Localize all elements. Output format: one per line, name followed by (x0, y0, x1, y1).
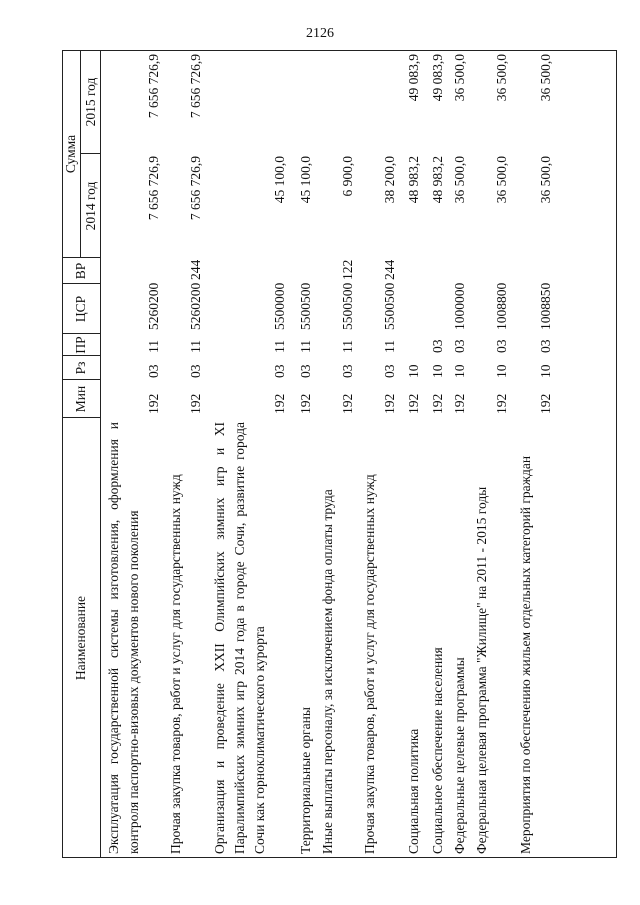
table-header (62, 50, 100, 858)
row-name: Социальная политика (406, 728, 421, 854)
row-name: Иные выплаты персоналу, за исключением фонда оплаты труда (320, 489, 335, 854)
row-2015: 49 083,9 (430, 54, 445, 102)
table-row (296, 50, 318, 858)
row-csr: 5500500 (298, 282, 313, 330)
row-csr: 1008850 (538, 282, 553, 330)
row-vr: 244 (382, 259, 397, 280)
row-name: Социальное обеспечение населения (430, 647, 445, 854)
row-rz: 03 (188, 364, 203, 378)
table-row (404, 50, 428, 858)
row-pr: 11 (272, 340, 287, 353)
row-csr: 5500500 (382, 282, 397, 330)
row-pr: 11 (188, 340, 203, 353)
header-2015: 2015 год (82, 77, 98, 127)
header-pr: ПР (62, 333, 100, 356)
row-2014: 6 900,0 (340, 156, 355, 197)
row-vr: 244 (188, 259, 203, 280)
row-rz: 03 (146, 364, 161, 378)
row-csr: 5260200 (146, 282, 161, 330)
table-row (318, 50, 360, 858)
row-pr: 03 (452, 339, 467, 353)
row-2015: 36 500,0 (538, 54, 553, 102)
row-min: 192 (538, 393, 553, 414)
row-name: Организация и проведение XXII Олимпийских зимних игр и XI Паралимпийских зимних игр 2014 года в городе Сочи, развитие города Сочи как горноклиматического курорта (212, 422, 267, 854)
row-2014: 7 656 726,9 (188, 156, 203, 221)
row-csr: 5500000 (272, 282, 287, 330)
row-2015: 36 500,0 (494, 54, 509, 102)
row-csr: 5260200 (188, 282, 203, 330)
row-min: 192 (382, 393, 397, 414)
row-2014: 36 500,0 (538, 156, 553, 204)
table-body (104, 50, 560, 858)
header-vr: ВР (62, 257, 100, 284)
row-vr: 122 (340, 259, 355, 280)
row-pr: 03 (494, 339, 509, 353)
row-2014: 36 500,0 (494, 156, 509, 204)
row-2014: 7 656 726,9 (146, 156, 161, 221)
row-rz: 10 (538, 364, 553, 378)
row-csr: 1008800 (494, 282, 509, 330)
header-divider (100, 50, 101, 858)
row-name: Мероприятия по обеспечению жильем отдельных категорий граждан (518, 455, 533, 854)
row-pr: 11 (146, 340, 161, 353)
row-name: Прочая закупка товаров, работ и услуг для государственных нужд (362, 474, 377, 854)
row-min: 192 (452, 393, 467, 414)
row-min: 192 (298, 393, 313, 414)
row-2014: 48 983,2 (406, 156, 421, 204)
table-row (428, 50, 450, 858)
row-name: Федеральные целевые программы (452, 657, 467, 854)
row-2014: 45 100,0 (272, 156, 287, 204)
row-2014: 45 100,0 (298, 156, 313, 204)
table-row (516, 50, 560, 858)
row-pr: 11 (382, 340, 397, 353)
row-min: 192 (430, 393, 445, 414)
row-min: 192 (340, 393, 355, 414)
row-rz: 03 (382, 364, 397, 378)
table-row (472, 50, 516, 858)
page-number: 2126 (306, 26, 334, 41)
row-2014: 38 200,0 (382, 156, 397, 204)
row-pr: 11 (298, 340, 313, 353)
row-min: 192 (188, 393, 203, 414)
row-2014: 48 983,2 (430, 156, 445, 204)
row-2015: 36 500,0 (452, 54, 467, 102)
row-rz: 10 (452, 364, 467, 378)
table-row (450, 50, 472, 858)
row-rz: 10 (494, 364, 509, 378)
row-csr: 5500500 (340, 282, 355, 330)
row-rz: 10 (430, 364, 445, 378)
row-csr: 1000000 (452, 282, 467, 330)
row-rz: 03 (272, 364, 287, 378)
header-min: Мин (62, 379, 100, 418)
row-rz: 03 (340, 364, 355, 378)
budget-table (62, 50, 617, 858)
header-csr: ЦСР (62, 283, 100, 334)
row-name: Эксплуатация государственной системы изготовления, оформления и контроля паспортно-визовых документов нового поколения (106, 422, 141, 854)
header-rz: Рз (62, 355, 100, 380)
row-pr: 03 (430, 339, 445, 353)
row-rz: 10 (406, 364, 421, 378)
row-min: 192 (146, 393, 161, 414)
row-rz: 03 (298, 364, 313, 378)
row-pr: 03 (538, 339, 553, 353)
table-row (166, 50, 210, 858)
table-row (210, 50, 296, 858)
row-min: 192 (494, 393, 509, 414)
row-min: 192 (406, 393, 421, 414)
row-name: Прочая закупка товаров, работ и услуг для государственных нужд (168, 474, 183, 854)
row-2015: 7 656 726,9 (146, 54, 161, 119)
header-2014: 2014 год (81, 153, 100, 258)
row-pr: 11 (340, 340, 355, 353)
header-name: Наименование (62, 417, 100, 858)
row-name: Федеральная целевая программа "Жилище" на 2011 - 2015 годы (474, 486, 489, 854)
row-2015: 49 083,9 (406, 54, 421, 102)
row-2015: 7 656 726,9 (188, 54, 203, 119)
row-2014: 36 500,0 (452, 156, 467, 204)
table-row (360, 50, 404, 858)
header-sum: Сумма (62, 50, 81, 258)
row-min: 192 (272, 393, 287, 414)
row-name: Территориальные органы (298, 707, 313, 854)
table-row (104, 50, 166, 858)
